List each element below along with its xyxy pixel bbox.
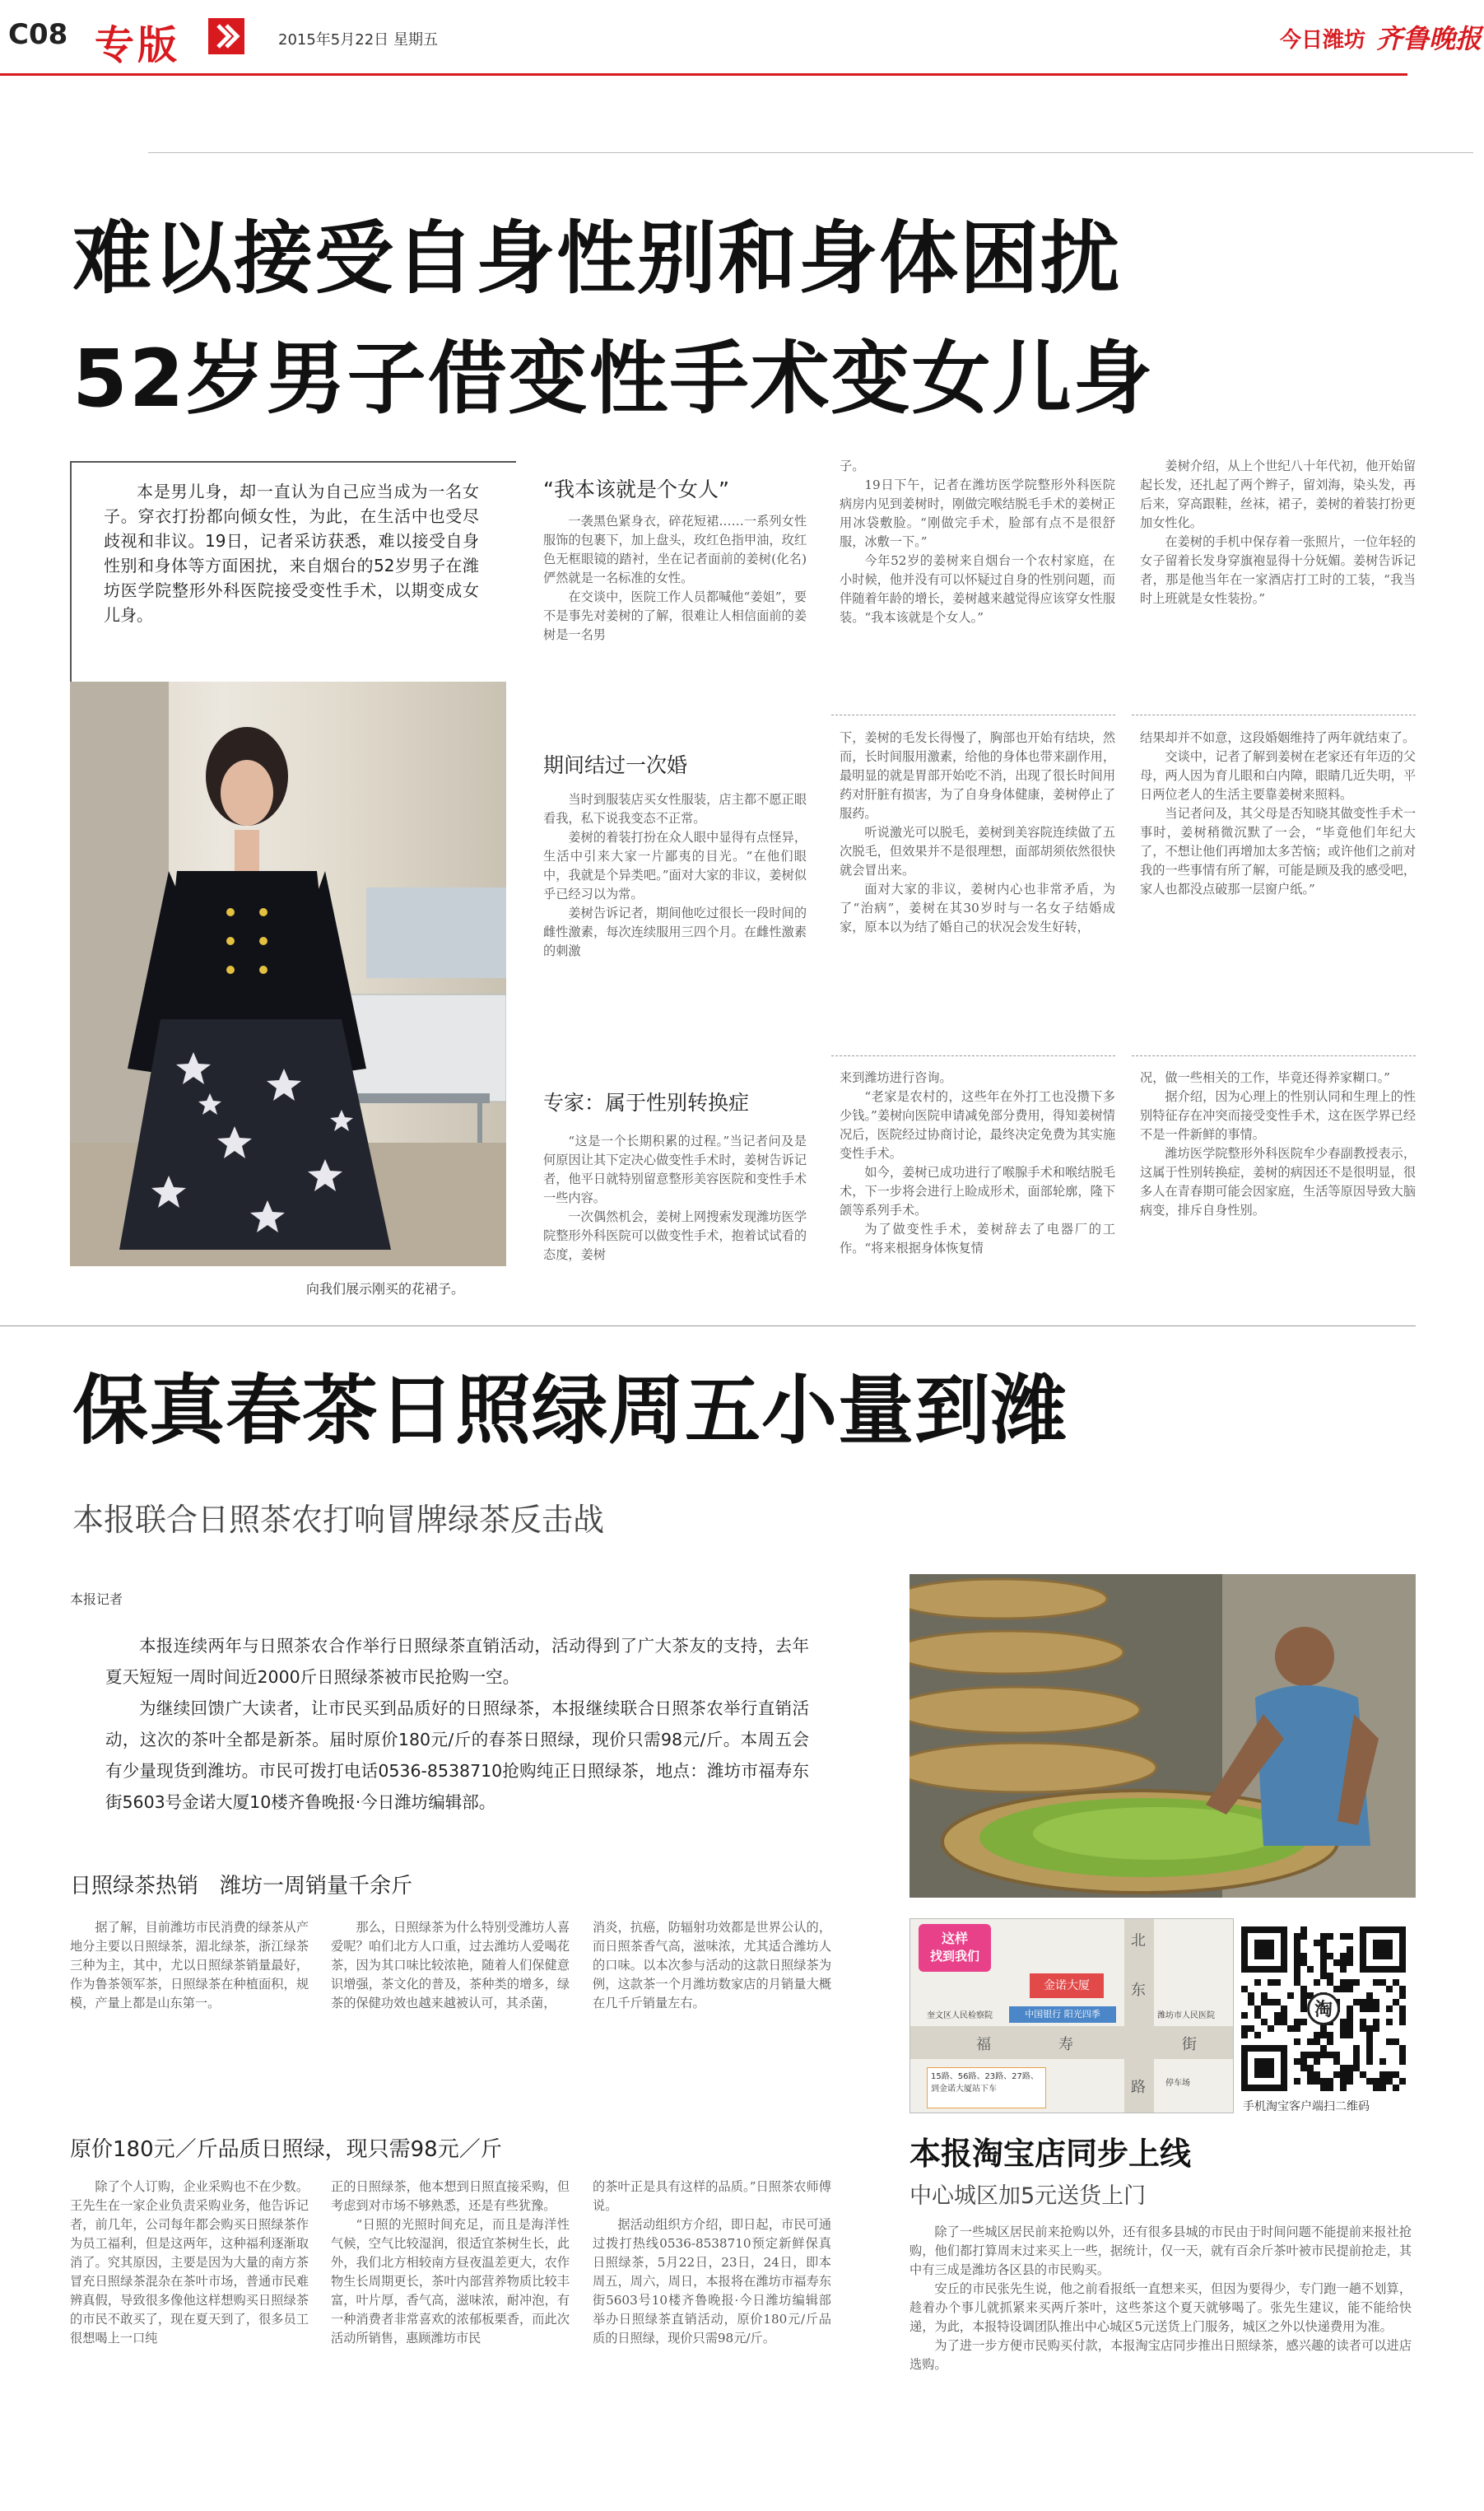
paragraph: “这是一个长期积累的过程。”当记者问及是何原因让其下定决心做变性手术时，姜树告诉记者，他平日就特别留意整形美容医院和变性手术一些内容。 — [543, 1134, 807, 1205]
headline-tea: 保真春茶日照绿周五小量到潍 — [72, 1367, 1068, 1455]
column-name: 今日潍坊 — [1280, 28, 1366, 53]
tea-s1-col2 — [331, 1918, 570, 2108]
badge-line-2: 找到我们 — [929, 1949, 979, 1964]
paragraph: 为了做变性手术，姜树辞去了电器厂的工作。“将来根据身体恢复情 — [840, 1222, 1115, 1256]
paragraph: 为继续回馈广大读者，让市民买到品质好的日照绿茶，本报继续联合日照茶农举行直销活动，这次的茶叶全都是新茶。届时原价180元/斤的春茶日照绿，现价只需98元/斤。本周五会有少量现货到潍坊。市民可拨打电话0536-8538710抢购纯正日照绿茶，地点：潍坊市福寿东街5603号金诺大厦10楼齐鲁晚报·今日潍坊编辑部。 — [105, 1698, 809, 1812]
page-header — [0, 0, 1484, 86]
paragraph: “老家是农村的，这些年在外打工也没攒下多少钱。”姜树向医院申请减免部分费用，得知姜树情况后，医院经过协商讨论，最终决定免费为其实施变性手术。 — [840, 1089, 1115, 1161]
tea-s2-col2 — [331, 2178, 570, 2495]
badge-line-1: 这样 — [941, 1931, 968, 1946]
map-road-south: 路 — [1131, 2079, 1146, 2096]
lead-paragraph: 本是男儿身，却一直认为自己应当成为一名女子。穿衣打扮都向倾女性，为此，在生活中也受尽歧视和非议。19日，记者采访获悉，难以接受自身性别和身体等方面困扰，来自烟台的52岁男子在潍坊医学院整形外科医院接受变性手术，以期变成女儿身。 — [104, 482, 479, 625]
article1-col2-bottom — [543, 1132, 807, 1309]
section-tab — [86, 12, 254, 68]
paragraph: 的茶叶正是具有这样的品质。”日照茶农师傅说。 — [593, 2179, 831, 2213]
photo-caption: 向我们展示刚买的花裙子。 — [306, 1281, 465, 1297]
bank-label: 中国银行 — [1025, 2009, 1062, 2020]
paragraph: 为了进一步方便市民购买付款，本报淘宝店同步推出日照绿茶，感兴趣的读者可以进店选购。 — [909, 2338, 1412, 2372]
paragraph: 来到潍坊进行咨询。 — [840, 1070, 952, 1085]
subhead-tea-price: 原价180元／斤品质日照绿，现只需98元／斤 — [70, 2137, 502, 2162]
bank2-label: 阳光四季 — [1063, 2009, 1100, 2020]
paragraph: 姜树介绍，从上个世纪八十年代初，他开始留起长发，还扎起了两个辫子，留刘海，染头发，再后来，穿高跟鞋，丝袜，裙子，姜树的着装打扮更加女性化。 — [1140, 459, 1416, 530]
paragraph: 19日下午，记者在潍坊医学院整形外科医院病房内见到姜树时，刚做完喉结脱毛手术的姜树正用冰袋敷脸。“刚做完手术，脸部有点不是很舒服，冰敷一下。” — [840, 478, 1115, 549]
subhead-expert: 专家：属于性别转换症 — [543, 1091, 750, 1115]
headline-line-2: 52岁男子借变性手术变女儿身 — [72, 333, 1154, 425]
map-parking: 停车场 — [1165, 2079, 1190, 2088]
map-badge — [919, 1924, 991, 1972]
taobao-subtitle: 中心城区加5元送货上门 — [909, 2183, 1147, 2209]
col3-divider-2 — [831, 1055, 1115, 1056]
paragraph: 据了解，目前潍坊市民消费的绿茶从产地分主要以日照绿茶，湄北绿茶，浙江绿茶三种为主，其中，尤以日照绿茶销量最好，作为鲁茶领军茶，日照绿茶在种植面积，规模，产量上都是山东第一。 — [70, 1920, 309, 2010]
paragraph: 结果却并不如意，这段婚姻维持了两年就结束了。 — [1140, 730, 1416, 745]
tea-drying-photo — [909, 1574, 1416, 1898]
tea-s1-col1 — [70, 1918, 309, 2108]
paragraph: 听说激光可以脱毛，姜树到美容院连续做了五次脱毛，但效果并不是很理想，面部胡须依然很快就会冒出来。 — [840, 825, 1115, 878]
section-label: 专版 — [95, 22, 181, 68]
section-arrow-icon — [208, 18, 244, 54]
map-road-east: 东 — [1131, 1982, 1146, 1999]
issue-date: 2015年5月22日 — [278, 31, 389, 49]
map-road-north: 北 — [1131, 1932, 1146, 1950]
article1-col4-mid — [1140, 729, 1416, 1033]
qr-center-label: 淘 — [1314, 2000, 1333, 2020]
map-right-poi: 潍坊市人民医院 — [1157, 2011, 1215, 2020]
paragraph: 交谈中，记者了解到姜树在老家还有年迈的父母，两人因为育儿眼和白内障，眼睛几近失明，平日两位老人的生活主要靠姜树来照料。 — [1140, 749, 1416, 802]
bus-line-1: 15路、56路、23路、27路、 — [931, 2072, 1039, 2081]
qr-center-icon — [1307, 1992, 1340, 2025]
paragraph: 除了一些城区居民前来抢购以外，还有很多县城的市民由于时间问题不能提前来报社抢购，他们都打算周末过来买上一些，据统计，仅一天，就有百余斤茶叶被市民提前抢走，其中有三成是潍坊各区县的市民购买。 — [909, 2224, 1412, 2277]
paragraph: 在交谈中，医院工作人员都喊他“姜姐”，要不是事先对姜树的了解，很难让人相信面前的姜树是一名男 — [543, 589, 807, 642]
paragraph: 今年52岁的姜树来自烟台一个农村家庭，在小时候，他并没有可以怀疑过自身的性别问题，而伴随着年龄的增长，姜树越来越觉得应该穿女性服装。“我本该就是个女人。” — [840, 553, 1115, 625]
article1-col4-top — [1140, 457, 1416, 696]
article1-col3-mid — [840, 729, 1115, 1033]
paragraph: 除了个人订购，企业采购也不在少数。王先生在一家企业负责采购业务，他告诉记者，前几年，公司每年都会购买日照绿茶作为员工福利，但是这两年，这种福利逐渐取消了。究其原因，主要是因为大量的南方茶冒充日照绿茶混杂在茶叶市场，普通市民难辨真假，导致很多像他这样想购买日照绿茶的市民不敢买了，现在夏天到了，很多员工很想喝上一口纯 — [70, 2179, 309, 2346]
article1-col2-top — [543, 512, 807, 697]
paper-logo: 齐鲁晚报 — [1376, 23, 1482, 54]
paragraph: 如今，姜树已成功进行了喉腺手术和喉结脱毛术，下一步将会进行上睑成形术，面部轮廓，隆下颌等系列手术。 — [840, 1165, 1115, 1218]
article-photo-woman-skirt — [70, 682, 506, 1266]
location-map — [909, 1918, 1234, 2113]
subhead-tea-sales: 日照绿茶热销 潍坊一周销量千余斤 — [70, 1874, 413, 1898]
paragraph: 姜树告诉记者，期间他吃过很长一段时间的雌性激素，每次连续服用三四个月。在雌性激素的刺激 — [543, 906, 807, 958]
page-number: C08 — [8, 18, 68, 51]
tea-intro — [105, 1630, 809, 1818]
map-road-shou: 寿 — [1058, 2036, 1073, 2053]
bus-line-2: 到金诺大厦站下车 — [931, 2085, 997, 2094]
paragraph: 在姜树的手机中保存着一张照片，一位年轻的女子留着长发身穿旗袍显得十分妩媚。姜树告诉记者，那是他当年在一家酒店打工时的工装，“我当时上班就是女性装扮。” — [1140, 534, 1416, 606]
paragraph: 下，姜树的毛发长得慢了，胸部也开始有结块，然而，长时间服用激素，给他的身体也带来副作用，最明显的就是胃部开始吃不消，出现了很长时间用药对肝脏有损害，为了自身身体健康，姜树停止了服药。 — [840, 730, 1115, 821]
map-left-poi: 奎文区人民检察院 — [927, 2011, 993, 2020]
subhead-married-once: 期间结过一次婚 — [543, 753, 688, 777]
qr-code[interactable] — [1241, 1926, 1406, 2091]
paragraph: 一次偶然机会，姜树上网搜索发现潍坊医学院整形外科医院可以做变性手术，抱着试试看的态度，姜树 — [543, 1209, 807, 1262]
paragraph: 据介绍，因为心理上的性别认同和生理上的性别特征存在冲突而接受变性手术，这在医学界已经不是一件新鲜的事情。 — [1140, 1089, 1416, 1142]
paragraph: 姜树的着装打扮在众人眼中显得有点怪异，生活中引来大家一片鄙夷的目光。“在他们眼中，我就是个异类吧。”面对大家的非议，姜树似乎已经习以为常。 — [543, 830, 807, 901]
headline-line-1: 难以接受自身性别和身体困扰 — [72, 212, 1121, 305]
article1-col4-bottom — [1140, 1069, 1416, 1311]
header-rule — [0, 73, 1407, 76]
subhead-i-am-woman: “我本该就是个女人” — [543, 478, 729, 501]
landmark-label: 金诺大厦 — [1044, 1979, 1090, 1992]
paragraph: 正的日照绿茶，他本想到日照直接采购，但考虑到对市场不够熟悉，还是有些犹豫。 — [331, 2179, 570, 2213]
paragraph: 子。 — [840, 459, 865, 473]
tea-s2-col3 — [593, 2178, 831, 2495]
article1-col2-mid — [543, 790, 807, 1074]
map-road-fu: 福 — [976, 2036, 991, 2053]
map-bus-info — [927, 2067, 1046, 2108]
article1-col3-bottom — [840, 1069, 1115, 1311]
section-divider — [0, 1325, 1416, 1326]
qr-caption: 手机淘宝客户端扫二维码 — [1243, 2100, 1370, 2113]
tea-s2-col1 — [70, 2178, 309, 2495]
paragraph: 当时到服装店买女性服装，店主都不愿正眼看我，私下说我变态不正常。 — [543, 792, 807, 826]
paragraph: 潍坊医学院整形外科医院牟少春副教授表示，这属于性别转换症，姜树的病因还不是很明显，很多人在青春期可能会因家庭，生活等原因导致大脑病变，排斥自身性别。 — [1140, 1146, 1416, 1218]
paragraph: “日照的光照时间充足，而且是海洋性气候，空气比较湿润，很适宜茶树生长，此外，我们北方相较南方昼夜温差更大，农作物生长周期更长，茶叶内部营养物质比较丰富，叶片厚，香气高，滋味浓，耐冲泡，有一种消费者非常喜欢的浓郁板栗香，而此次活动所销售，惠顾潍坊市民 — [331, 2217, 570, 2346]
paragraph: 一袭黑色紧身衣，碎花短裙……一系列女性服饰的包裹下，加上盘头，玫红色指甲油，玫红色无框眼镜的踏衬，坐在记者面前的姜树(化名)俨然就是一名标准的女性。 — [543, 514, 807, 585]
map-bank — [1009, 2006, 1116, 2023]
paragraph: 面对大家的非议，姜树内心也非常矛盾，为了“治病”，姜树在其30岁时与一名女子结婚成家，原本以为结了婚自己的状况会发生好转， — [840, 882, 1115, 934]
article1-col3-top — [840, 457, 1115, 696]
taobao-title: 本报淘宝店同步上线 — [909, 2136, 1192, 2172]
tea-s1-col3 — [593, 1918, 831, 2108]
byline: 本报记者 — [70, 1591, 123, 1607]
taobao-body — [909, 2223, 1412, 2486]
paragraph: 安丘的市民张先生说，他之前看报纸一直想来买，但因为要得少，专门跑一趟不划算，趁着办个事儿就抓紧来买两斤茶叶，这些茶这个夏天就够喝了。张先生建议，能不能给快递，为此，本报特设调团队推出中心城区5元送货上门服务，城区之外以快递费用为准。 — [909, 2281, 1412, 2334]
header-rule-thin — [148, 152, 1473, 153]
col4-divider-2 — [1132, 1055, 1416, 1056]
subheadline-tea: 本报联合日照茶农打响冒牌绿茶反击战 — [72, 1502, 605, 1538]
paragraph: 那么，日照绿茶为什么特别受潍坊人喜爱呢？咱们北方人口重，过去潍坊人爱喝花茶，因为其口味比较浓艳，随着人们保健意识增强，茶文化的普及，茶种类的增多，绿茶的保健功效也越来越被认可，其杀菌， — [331, 1920, 570, 2010]
map-road-jie: 街 — [1182, 2036, 1197, 2053]
paragraph: 据活动组织方介绍，即日起，市民可通过拨打热线0536-8538710预定新鲜保真日照绿茶，5月22日，23日，24日，即本周五，周六，周日，本报将在潍坊市福寿东街5603号10楼齐鲁晚报·今日潍坊编辑部举办日照绿茶直销活动，原价180元/斤品质的日照绿，现价只需98元/斤。 — [593, 2217, 831, 2346]
paragraph: 当记者问及，其父母是否知晓其做变性手术一事时，姜树稍微沉默了一会，“毕竟他们年纪大了，不想让他们再增加太多苦恼；或许他们之前对我的一些事情有所了解，可能是顾及我的感受吧，家人也都没点破那一层窗户纸。” — [1140, 806, 1416, 897]
issue-weekday: 星期五 — [393, 31, 438, 49]
paragraph: 况，做一些相关的工作，毕竟还得养家糊口。” — [1140, 1070, 1390, 1085]
map-landmark — [1030, 1973, 1104, 1998]
paragraph: 本报连续两年与日照茶农合作举行日照绿茶直销活动，活动得到了广大茶友的支持，去年夏天短短一周时间近2000斤日照绿茶被市民抢购一空。 — [105, 1636, 809, 1687]
paragraph: 消炎，抗癌，防辐射功效都是世界公认的，而日照茶香气高，滋味浓，尤其适合潍坊人的口味。以本次参与活动的这款日照绿茶为例，这款茶一个月潍坊数家店的月销量大概在几千斤销量左右。 — [593, 1920, 831, 2010]
